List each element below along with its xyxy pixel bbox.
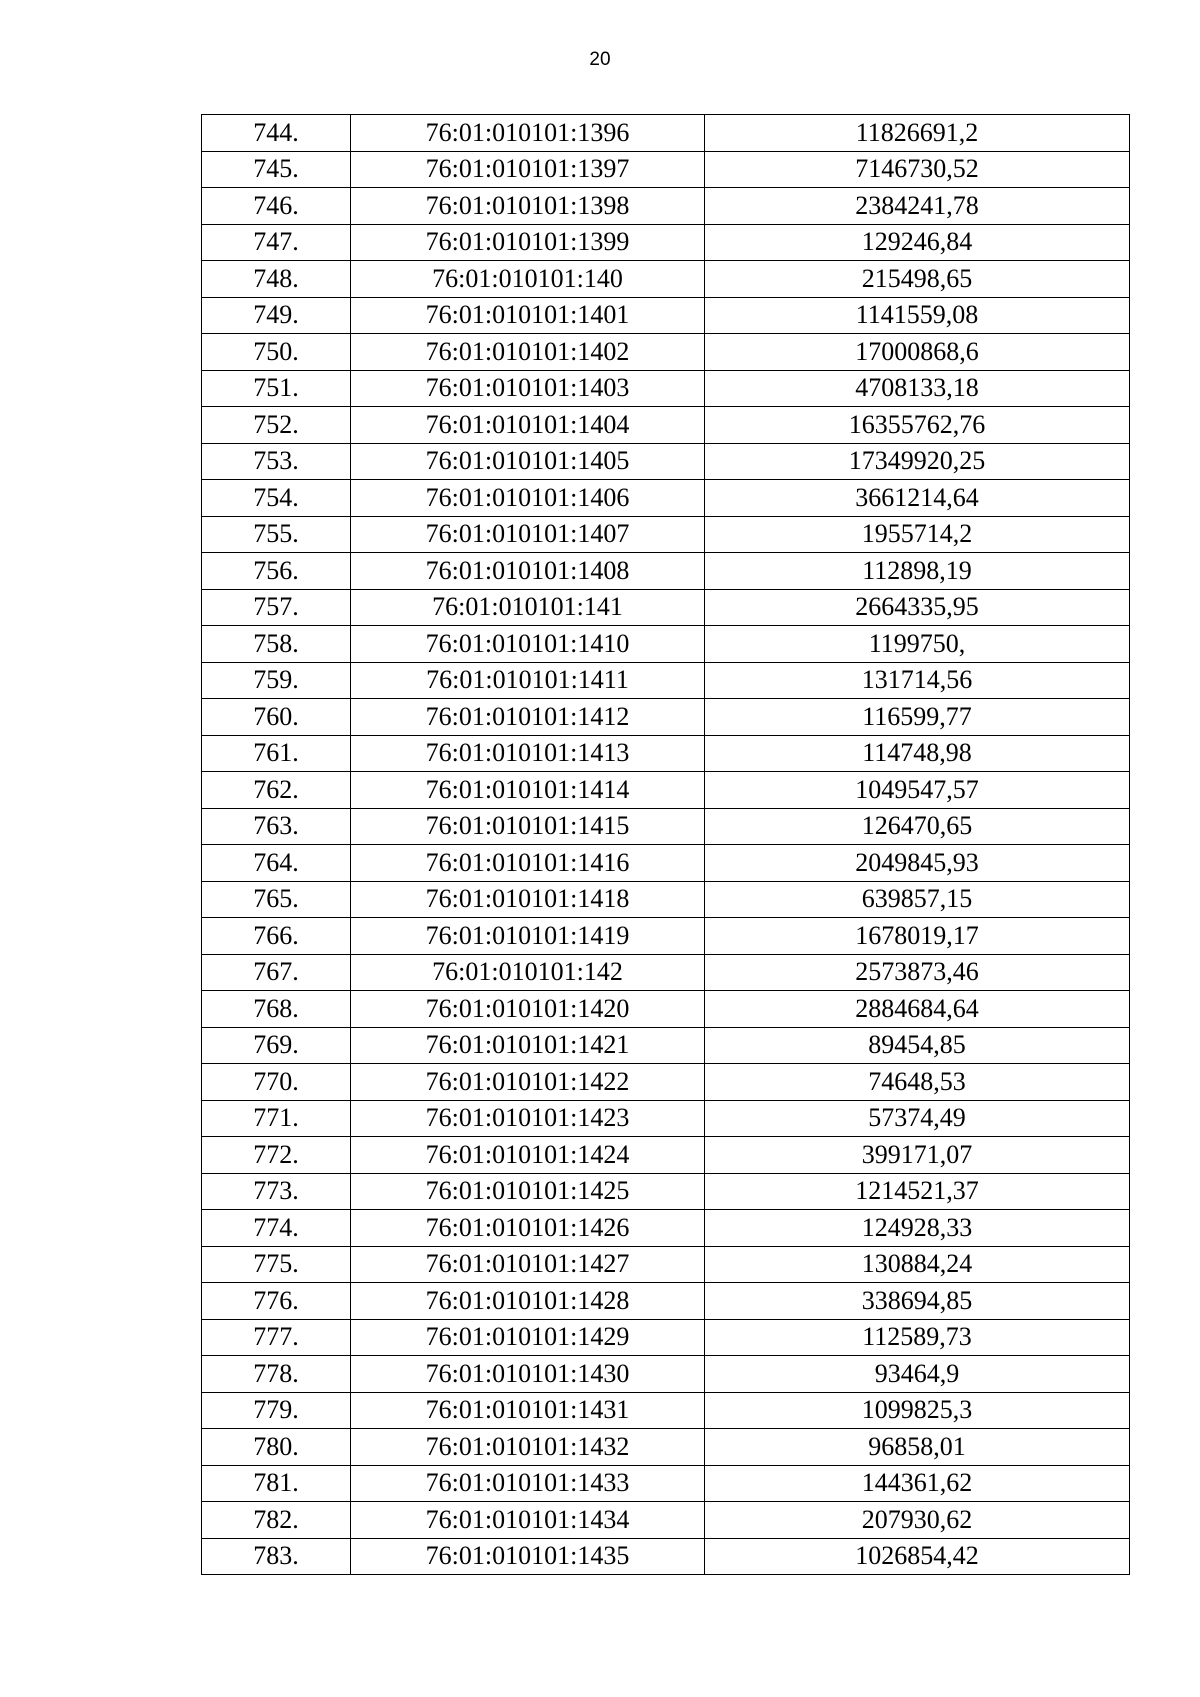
cadastral-value-cell: 4708133,18 (705, 370, 1130, 407)
table-row (202, 1246, 1130, 1283)
row-number-cell: 779. (202, 1392, 351, 1429)
table-row (202, 1210, 1130, 1247)
cadastral-number-cell: 76:01:010101:1415 (351, 808, 705, 845)
cadastral-number-cell: 76:01:010101:1413 (351, 735, 705, 772)
cadastral-value-cell: 338694,85 (705, 1283, 1130, 1320)
cadastral-number-cell: 76:01:010101:1416 (351, 845, 705, 882)
row-number-cell: 758. (202, 626, 351, 663)
cadastral-value-cell: 96858,01 (705, 1429, 1130, 1466)
cadastral-number-cell: 76:01:010101:1433 (351, 1465, 705, 1502)
table-row (202, 1538, 1130, 1575)
cadastral-number-cell: 76:01:010101:142 (351, 954, 705, 991)
table-row (202, 297, 1130, 334)
cadastral-number-cell: 76:01:010101:1410 (351, 626, 705, 663)
cadastral-value-cell: 126470,65 (705, 808, 1130, 845)
row-number-cell: 778. (202, 1356, 351, 1393)
table-row (202, 480, 1130, 517)
row-number-cell: 782. (202, 1502, 351, 1539)
table-row (202, 1356, 1130, 1393)
row-number-cell: 765. (202, 881, 351, 918)
row-number-cell: 754. (202, 480, 351, 517)
row-number-cell: 752. (202, 407, 351, 444)
table-row (202, 370, 1130, 407)
cadastral-number-cell: 76:01:010101:1399 (351, 224, 705, 261)
cadastral-value-cell: 1141559,08 (705, 297, 1130, 334)
cadastral-value-cell: 124928,33 (705, 1210, 1130, 1247)
table-row (202, 662, 1130, 699)
table-row (202, 115, 1130, 152)
row-number-cell: 772. (202, 1137, 351, 1174)
cadastral-value-cell: 1099825,3 (705, 1392, 1130, 1429)
cadastral-value-cell: 3661214,64 (705, 480, 1130, 517)
cadastral-value-cell: 93464,9 (705, 1356, 1130, 1393)
cadastral-number-cell: 76:01:010101:1396 (351, 115, 705, 152)
cadastral-number-cell: 76:01:010101:141 (351, 589, 705, 626)
row-number-cell: 763. (202, 808, 351, 845)
cadastral-number-cell: 76:01:010101:1405 (351, 443, 705, 480)
table-row (202, 1100, 1130, 1137)
table-row (202, 699, 1130, 736)
row-number-cell: 749. (202, 297, 351, 334)
row-number-cell: 773. (202, 1173, 351, 1210)
cadastral-value-cell: 1199750, (705, 626, 1130, 663)
table-row (202, 516, 1130, 553)
row-number-cell: 750. (202, 334, 351, 371)
table-row (202, 808, 1130, 845)
row-number-cell: 771. (202, 1100, 351, 1137)
cadastral-value-cell: 57374,49 (705, 1100, 1130, 1137)
row-number-cell: 748. (202, 261, 351, 298)
cadastral-value-cell: 2384241,78 (705, 188, 1130, 225)
table-row (202, 1137, 1130, 1174)
cadastral-number-cell: 76:01:010101:1403 (351, 370, 705, 407)
table-row (202, 954, 1130, 991)
cadastral-number-cell: 76:01:010101:1411 (351, 662, 705, 699)
cadastral-value-cell: 399171,07 (705, 1137, 1130, 1174)
table-row (202, 589, 1130, 626)
cadastral-value-cell: 7146730,52 (705, 151, 1130, 188)
cadastral-value-cell: 112898,19 (705, 553, 1130, 590)
table-row (202, 1319, 1130, 1356)
table-body (202, 115, 1130, 1575)
cadastral-number-cell: 76:01:010101:1404 (351, 407, 705, 444)
table-row (202, 1283, 1130, 1320)
cadastral-value-cell: 2664335,95 (705, 589, 1130, 626)
row-number-cell: 776. (202, 1283, 351, 1320)
cadastral-number-cell: 76:01:010101:1426 (351, 1210, 705, 1247)
cadastral-number-cell: 76:01:010101:1432 (351, 1429, 705, 1466)
row-number-cell: 777. (202, 1319, 351, 1356)
row-number-cell: 767. (202, 954, 351, 991)
cadastral-value-cell: 2049845,93 (705, 845, 1130, 882)
cadastral-value-cell: 144361,62 (705, 1465, 1130, 1502)
cadastral-number-cell: 76:01:010101:1425 (351, 1173, 705, 1210)
cadastral-value-cell: 1955714,2 (705, 516, 1130, 553)
row-number-cell: 762. (202, 772, 351, 809)
row-number-cell: 774. (202, 1210, 351, 1247)
cadastral-value-cell: 1214521,37 (705, 1173, 1130, 1210)
cadastral-number-cell: 76:01:010101:1401 (351, 297, 705, 334)
table-row (202, 845, 1130, 882)
table-row (202, 188, 1130, 225)
table-row (202, 626, 1130, 663)
cadastral-number-cell: 76:01:010101:1434 (351, 1502, 705, 1539)
cadastral-number-cell: 76:01:010101:1431 (351, 1392, 705, 1429)
cadastral-number-cell: 76:01:010101:1422 (351, 1064, 705, 1101)
cadastral-value-cell: 2884684,64 (705, 991, 1130, 1028)
cadastral-number-cell: 76:01:010101:1430 (351, 1356, 705, 1393)
cadastral-number-cell: 76:01:010101:1421 (351, 1027, 705, 1064)
row-number-cell: 744. (202, 115, 351, 152)
cadastral-value-cell: 112589,73 (705, 1319, 1130, 1356)
table-row (202, 224, 1130, 261)
cadastral-value-cell: 215498,65 (705, 261, 1130, 298)
table-row (202, 1429, 1130, 1466)
row-number-cell: 768. (202, 991, 351, 1028)
cadastral-number-cell: 76:01:010101:1423 (351, 1100, 705, 1137)
cadastral-value-cell: 2573873,46 (705, 954, 1130, 991)
cadastral-value-cell: 129246,84 (705, 224, 1130, 261)
cadastral-value-cell: 74648,53 (705, 1064, 1130, 1101)
table-row (202, 407, 1130, 444)
row-number-cell: 746. (202, 188, 351, 225)
cadastral-value-cell: 16355762,76 (705, 407, 1130, 444)
cadastral-number-cell: 76:01:010101:1424 (351, 1137, 705, 1174)
row-number-cell: 775. (202, 1246, 351, 1283)
cadastral-value-cell: 114748,98 (705, 735, 1130, 772)
row-number-cell: 770. (202, 1064, 351, 1101)
table-row (202, 1173, 1130, 1210)
cadastral-number-cell: 76:01:010101:1435 (351, 1538, 705, 1575)
table-row (202, 1064, 1130, 1101)
table-row (202, 991, 1130, 1028)
cadastral-number-cell: 76:01:010101:1420 (351, 991, 705, 1028)
cadastral-number-cell: 76:01:010101:1406 (351, 480, 705, 517)
cadastral-number-cell: 76:01:010101:1418 (351, 881, 705, 918)
row-number-cell: 751. (202, 370, 351, 407)
cadastral-number-cell: 76:01:010101:1397 (351, 151, 705, 188)
cadastral-value-cell: 11826691,2 (705, 115, 1130, 152)
table-row (202, 1027, 1130, 1064)
row-number-cell: 783. (202, 1538, 351, 1575)
row-number-cell: 760. (202, 699, 351, 736)
row-number-cell: 769. (202, 1027, 351, 1064)
cadastral-number-cell: 76:01:010101:1407 (351, 516, 705, 553)
cadastral-number-cell: 76:01:010101:1428 (351, 1283, 705, 1320)
table-row (202, 1502, 1130, 1539)
row-number-cell: 781. (202, 1465, 351, 1502)
cadastral-number-cell: 76:01:010101:1419 (351, 918, 705, 955)
cadastral-number-cell: 76:01:010101:1398 (351, 188, 705, 225)
row-number-cell: 761. (202, 735, 351, 772)
row-number-cell: 764. (202, 845, 351, 882)
cadastral-value-cell: 1049547,57 (705, 772, 1130, 809)
cadastral-value-cell: 131714,56 (705, 662, 1130, 699)
cadastral-number-cell: 76:01:010101:140 (351, 261, 705, 298)
row-number-cell: 753. (202, 443, 351, 480)
cadastral-value-cell: 1678019,17 (705, 918, 1130, 955)
table-row (202, 261, 1130, 298)
row-number-cell: 766. (202, 918, 351, 955)
cadastral-value-cell: 207930,62 (705, 1502, 1130, 1539)
cadastral-value-cell: 116599,77 (705, 699, 1130, 736)
cadastral-value-cell: 89454,85 (705, 1027, 1130, 1064)
row-number-cell: 757. (202, 589, 351, 626)
row-number-cell: 745. (202, 151, 351, 188)
table-row (202, 772, 1130, 809)
table-row (202, 735, 1130, 772)
cadastral-number-cell: 76:01:010101:1408 (351, 553, 705, 590)
cadastral-number-cell: 76:01:010101:1429 (351, 1319, 705, 1356)
table-row (202, 334, 1130, 371)
table-row (202, 881, 1130, 918)
table-row (202, 443, 1130, 480)
table-row (202, 1392, 1130, 1429)
cadastral-number-cell: 76:01:010101:1412 (351, 699, 705, 736)
cadastral-value-cell: 639857,15 (705, 881, 1130, 918)
table-row (202, 553, 1130, 590)
cadastral-value-cell: 130884,24 (705, 1246, 1130, 1283)
row-number-cell: 755. (202, 516, 351, 553)
cadastral-value-table (201, 114, 1130, 1575)
cadastral-value-cell: 17000868,6 (705, 334, 1130, 371)
row-number-cell: 756. (202, 553, 351, 590)
row-number-cell: 780. (202, 1429, 351, 1466)
cadastral-number-cell: 76:01:010101:1427 (351, 1246, 705, 1283)
row-number-cell: 759. (202, 662, 351, 699)
cadastral-number-cell: 76:01:010101:1414 (351, 772, 705, 809)
table-row (202, 918, 1130, 955)
page-number: 20 (589, 49, 611, 70)
table-row (202, 1465, 1130, 1502)
table-row (202, 151, 1130, 188)
cadastral-value-cell: 17349920,25 (705, 443, 1130, 480)
cadastral-value-cell: 1026854,42 (705, 1538, 1130, 1575)
cadastral-number-cell: 76:01:010101:1402 (351, 334, 705, 371)
row-number-cell: 747. (202, 224, 351, 261)
